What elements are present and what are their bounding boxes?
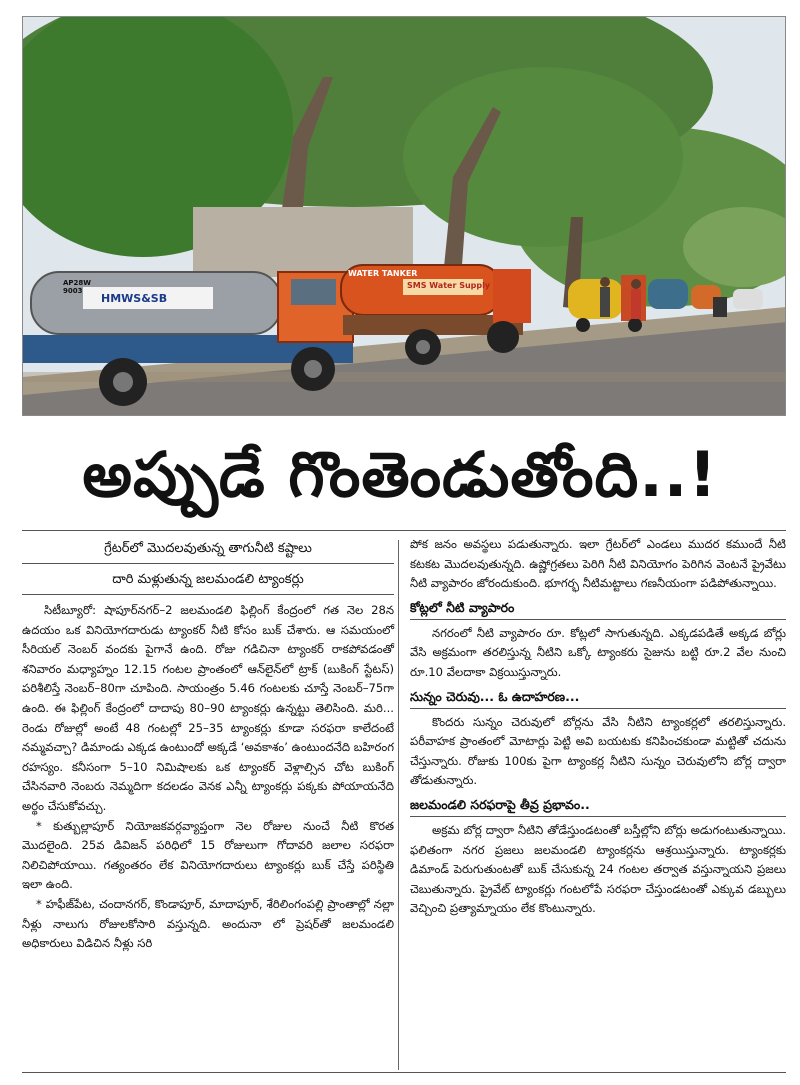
tanker2-side-text: SMS Water Supply [407, 281, 491, 290]
water-business-paragraph: నగరంలో నీటి వ్యాపారం రూ. కోట్లలో సాగుతున్నది. ఎక్కడపడితే అక్కడ బోర్లు వేసి అక్రమంగా తరలిస్తున్న నీటిని ఒక్కో ట్యాంకరు సైజును బట్టి రూ.2 వేల నుంచి రూ.10 వేలదాకా విక్రయిస్తున్నారు. [410, 625, 786, 679]
right-column [410, 535, 786, 919]
headline: అప్పుడే గొంతెండుతోంది..! [82, 438, 718, 511]
sunnam-cheruvu-paragraph: కొందరు సున్నం చెరువులో బోర్లను వేసి నీటిని ట్యాంకర్లలో తరలిస్తున్నారు. పరీవాహక ప్రాంతంలో మోటార్లు పెట్టి అవి బయటకు కనిపించకుండా మట్టితో చదును చేస్తున్నారు. రోజుకు 100కు పైగా ట్యాంకర్ల నీటిని సున్నం చెరువులోని బోర్ల ద్వారా తోడుతున్నారు. [410, 714, 786, 788]
tanker2-label: WATER TANKER [348, 269, 418, 278]
bullet-paragraph-1: * కుత్బుల్లాపూర్‌ నియోజకవర్గవ్యాప్తంగా నెల రోజుల నుంచే నీటి కొరత మొదలైంది. 25వ డివిజన్‌ పరిధిలో 15 రోజులుగా గోదావరి జలాల సరఫరా నిలిచిపోయాయి. గత్యంతరం లేక వినియోగదారులు ట్యాంకర్లు బుక్‌ చేస్తే పరిస్థితి ఇలా ఉంది. [22, 818, 394, 892]
kicker-line-2: దారి మళ్లుతున్న జలమండలి ట్యాంకర్లు [22, 564, 394, 595]
bullet-paragraph-2: * హఫీజ్‌పేట, చందానగర్‌, కొండాపూర్‌, మాదాపూర్‌, శేరిలింగంపల్లి ప్రాంతాల్లో నల్లా నీళ్లు నాలుగు రోజులకోసారి వస్తున్నది. అందునా లో ప్రెషర్‌తో జలమండలి అధికారులు విడిచిన నీళ్లు సరి [22, 896, 394, 951]
supply-impact-paragraph: అక్రమ బోర్ల ద్వారా నీటిని తోడేస్తుండటంతో బస్తీల్లోని బోర్లు అడుగంటుతున్నాయి. ఫలితంగా నగర ప్రజలు జలమండలి ట్యాంకర్లను ఆశ్రయిస్తున్నారు. ట్యాంకర్లకు డిమాండ్‌ పెరుగుతుంటతో బుక్‌ చేసుకున్న 24 గంటల తర్వాత వస్తున్నాయని ప్రజలు చెబుతున్నారు. ప్రైవేట్‌ ట్యాంకర్లు గంటలోపే సరఫరా చేస్తుండటంతో ఎక్కువ డబ్బులు వెచ్చించి ప్రత్యామ్నాయం లేక కొంటున్నారు. [410, 822, 786, 916]
continued-paragraph: పోక జనం అవస్థలు పడుతున్నారు. ఇలా గ్రేటర్‌లో ఎండలు ముదర కముందే నీటి కటకట మొదలవుతున్నది. ఉష్ణోగ్రతలు పెరిగి నీటి వినియోగం పెరిగిన వెంటనే ప్రైవేటు నీటి వ్యాపారం జోరందుకుంది. భూగర్భ నీటిమట్టాలు గణనీయంగా పడిపోతున్నాయి. [410, 537, 786, 591]
left-column [22, 535, 394, 954]
tanker1-label: HMWS&SB [101, 292, 168, 305]
subhead-water-business: కోట్లలో నీటి వ్యాపారం [410, 598, 786, 620]
news-photo-water-tankers [22, 16, 786, 416]
column-divider [398, 540, 399, 1070]
footer-rule [22, 1072, 786, 1073]
tankers-photo-illustration [23, 17, 786, 416]
tanker1-plate-text: AP28W 9003 [63, 279, 92, 295]
subhead-sunnam-cheruvu: సున్నం చెరువు... ఓ ఉదాహరణ... [410, 687, 786, 709]
subhead-supply-impact: జలమండలి సరఫరాపై తీవ్ర ప్రభావం.. [410, 795, 786, 817]
lead-paragraph: సిటీబ్యూరో: షాపూర్‌నగర్‌–2 జలమండలి ఫిల్లింగ్‌ కేంద్రంలో గత నెల 28న ఉదయం ఒక వినియోగదారుడు ట్యాంకర్‌ నీటి కోసం బుక్‌ చేశారు. ఆ సమయంలో సీరియల్‌ నెంబర్‌ వందకు పైగానే ఉంది. రోజు గడిచినా ట్యాంకర్‌ రాకపోవడంతో శనివారం మధ్యాహ్నం 12.15 గంటల ప్రాంతంలో ఆన్‌లైన్‌లో ట్రాక్‌ (బుకింగ్‌ స్టేటస్‌) పరిశీలిస్తే నెంబర్‌–80గా చూపింది. సాయంత్రం 5.46 గంటలకు చూస్తే నెంబర్‌–75గా ఉంది. ఈ ఫిల్లింగ్‌ కేంద్రంలో దాదాపు 80–90 ట్యాంకర్లు ఉన్నట్టు తెలిసింది. మరి... రెండు రోజుల్లో అంటే 48 గంటల్లో 25–35 ట్యాంకర్లు కూడా సరఫరా కాలేదంటే నమ్మవచ్చా? డిమాండు ఎక్కడ ఉంటుందో అక్కడే ‘అవకాశం’ ఉంటుందనేది బహిరంగ రహస్యం. కనీసంగా 5–10 నిమిషాలకు ఒక ట్యాంకర్‌ వెళ్లాల్సిన చోట బుకింగ్‌ చేసినవారి నెంబరు నెమ్మదిగా కదలడం వెనక ఎన్నీ ట్యాంకర్లు పక్కకు పోయాయనేది అర్థం చేసుకోవచ్చు. [22, 603, 394, 813]
kicker-line-1: గ్రేటర్‌లో మొదలవుతున్న తాగునీటి కష్టాలు [22, 535, 394, 564]
headline-rule [22, 530, 786, 531]
